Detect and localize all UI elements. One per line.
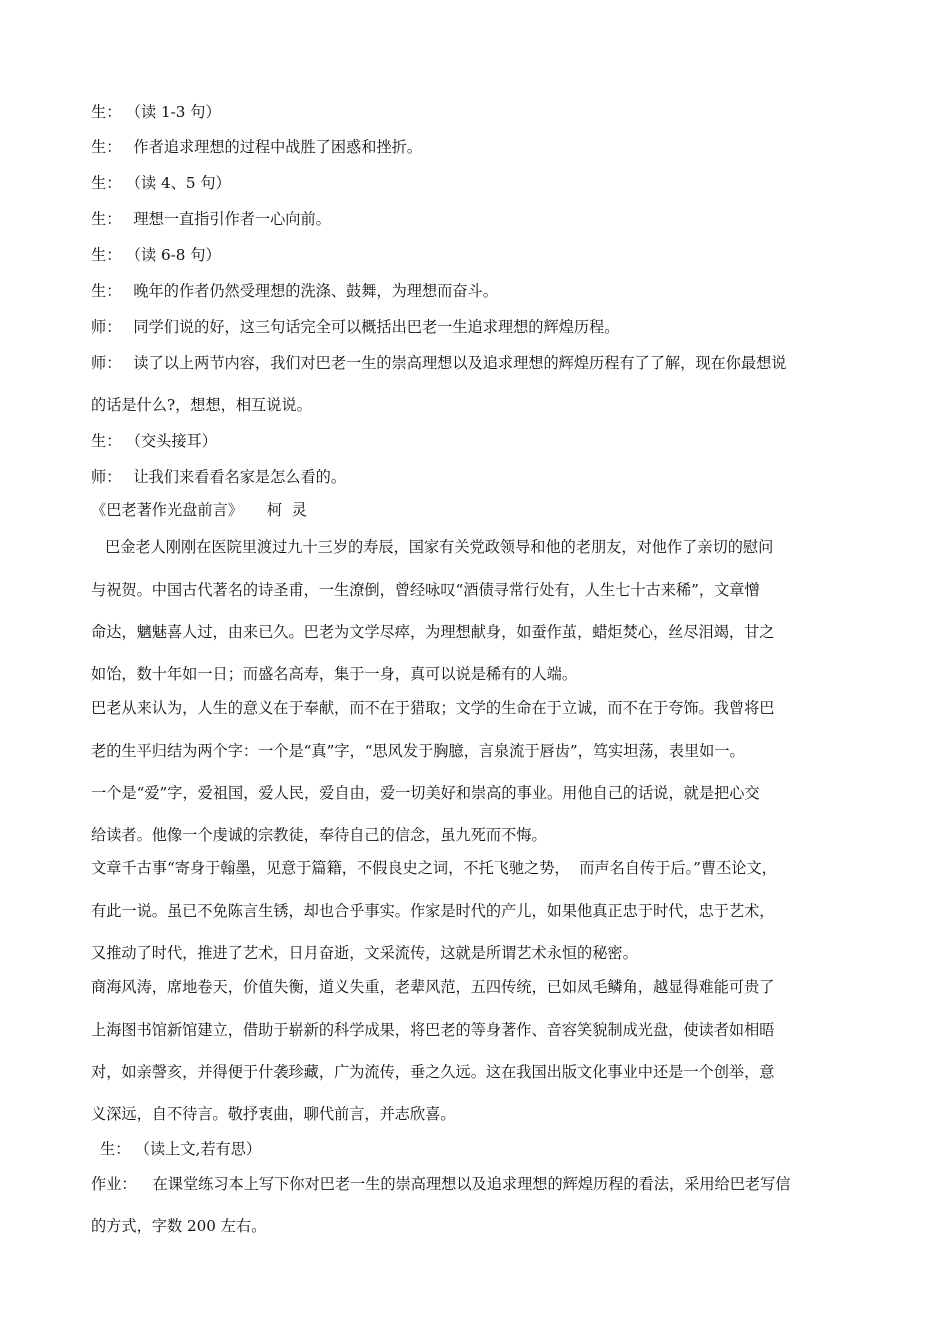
paragraph-line: 文章千古事“寄身于翰墨，见意于篇籍，不假良史之词，不托飞驰之势， 而声名自传于后。”曹丕论文， bbox=[91, 859, 777, 877]
dialogue-text: 理想一直指引作者一心向前。 bbox=[133, 210, 331, 228]
intro-text: 让我们来看看名家是怎么看的。 bbox=[133, 468, 346, 486]
teacher-intro bbox=[91, 467, 346, 487]
speaker: 师： bbox=[91, 318, 122, 336]
dialogue-line bbox=[91, 137, 422, 157]
preface-author: 柯 灵 bbox=[266, 501, 307, 519]
paragraph-line: 老的生平归结为两个字：一个是“真”字，“思风发于胸臆，言泉流于唇齿”，笃实坦荡，表里如一。 bbox=[91, 742, 745, 760]
preface-heading bbox=[91, 500, 307, 520]
dialogue-line bbox=[91, 281, 498, 301]
speaker: 生： bbox=[91, 138, 122, 156]
student-whisper bbox=[91, 431, 217, 451]
homework-label: 作业： bbox=[91, 1175, 137, 1193]
dialogue-line bbox=[91, 209, 331, 229]
paragraph-line: 与祝贺。中国古代著名的诗圣甫，一生潦倒，曾经咏叹“酒债寻常行处有，人生七十古来稀”，文章憎 bbox=[91, 581, 760, 599]
homework-line1 bbox=[91, 1174, 790, 1194]
paragraph-line: 如饴，数十年如一日；而盛名高寿，集于一身，真可以说是稀有的人端。 bbox=[91, 665, 577, 683]
speaker: 生： bbox=[91, 210, 122, 228]
paragraph-line: 有此一说。虽已不免陈言生锈，却也合乎事实。作家是时代的产儿，如果他真正忠于时代，忠于艺术， bbox=[91, 902, 775, 920]
speaker: 生： bbox=[91, 174, 122, 192]
speaker: 师： bbox=[91, 468, 122, 486]
speaker: 生： bbox=[91, 282, 122, 300]
speaker: 生： bbox=[91, 432, 122, 450]
teacher-question-line1 bbox=[91, 353, 786, 373]
paragraph-line: 上海图书馆新馆建立，借助于崭新的科学成果，将巴老的等身著作、音容笑貌制成光盘，使读者如相晤 bbox=[91, 1021, 775, 1039]
paragraph-line: 对，如亲謦亥，并得便于什袭珍藏，广为流传，垂之久远。这在我国出版文化事业中还是一个创举，意 bbox=[91, 1063, 775, 1081]
speaker: 师： bbox=[91, 354, 122, 372]
paragraph-line: 又推动了时代，推进了艺术，日月奋逝，文采流传，这就是所谓艺术永恒的秘密。 bbox=[91, 944, 638, 962]
speaker: 生： bbox=[100, 1140, 131, 1158]
reading-text: （读上文,若有思） bbox=[142, 1140, 262, 1158]
dialogue-text: （读 1-3 句） bbox=[133, 103, 221, 121]
dialogue-text: 晚年的作者仍然受理想的洗涤、鼓舞，为理想而奋斗。 bbox=[133, 282, 498, 300]
whisper-text: （交头接耳） bbox=[133, 432, 217, 450]
paragraph-line: 商海风涛，席地卷天，价值失衡，道义失重，老辈风范，五四传统，已如凤毛鳞角，越显得难能可贵了 bbox=[91, 978, 775, 996]
question-text: 读了以上两节内容，我们对巴老一生的崇高理想以及追求理想的辉煌历程有了了解，现在你最想说 bbox=[133, 354, 787, 372]
paragraph-line: 一个是“爱”字，爱祖国，爱人民，爱自由，爱一切美好和崇高的事业。用他自己的话说，就是把心交 bbox=[91, 784, 760, 802]
dialogue-text: 作者追求理想的过程中战胜了困惑和挫折。 bbox=[133, 138, 422, 156]
dialogue-line bbox=[91, 102, 221, 122]
speaker: 生： bbox=[91, 103, 122, 121]
paragraph-line: 给读者。他像一个虔诚的宗教徒，奉待自己的信念，虽九死而不悔。 bbox=[91, 826, 547, 844]
paragraph-line: 义深远，自不待言。敬抒衷曲，聊代前言，并志欣喜。 bbox=[91, 1105, 456, 1123]
speaker: 生： bbox=[91, 246, 122, 264]
preface-title: 《巴老著作光盘前言》 bbox=[91, 501, 243, 519]
homework-text: 在课堂练习本上写下你对巴老一生的崇高理想以及追求理想的辉煌历程的看法，采用给巴老写信 bbox=[152, 1175, 791, 1193]
dialogue-line bbox=[91, 173, 231, 193]
dialogue-line bbox=[91, 317, 619, 337]
dialogue-text: （读 6-8 句） bbox=[133, 246, 221, 264]
paragraph-line: 巴老从来认为，人生的意义在于奉献，而不在于猎取；文学的生命在于立诚，而不在于夸饰。我曾将巴 bbox=[91, 699, 775, 717]
paragraph-line: 命达，魑魅喜人过，由来已久。巴老为文学尽瘁，为理想献身，如蚕作茧，蜡炬焚心，丝尽泪竭，甘之 bbox=[91, 623, 775, 641]
teacher-question-line2: 的话是什么?，想想，相互说说。 bbox=[91, 396, 312, 414]
dialogue-text: 同学们说的好，这三句话完全可以概括出巴老一生追求理想的辉煌历程。 bbox=[133, 318, 620, 336]
paragraph-line: 巴金老人刚刚在医院里渡过九十三岁的寿辰，国家有关党政领导和他的老朋友，对他作了亲切的慰问 bbox=[105, 538, 774, 556]
homework-line2: 的方式，字数 200 左右。 bbox=[91, 1217, 267, 1235]
student-reading bbox=[100, 1139, 261, 1159]
dialogue-line bbox=[91, 245, 221, 265]
dialogue-text: （读 4、5 句） bbox=[133, 174, 231, 192]
